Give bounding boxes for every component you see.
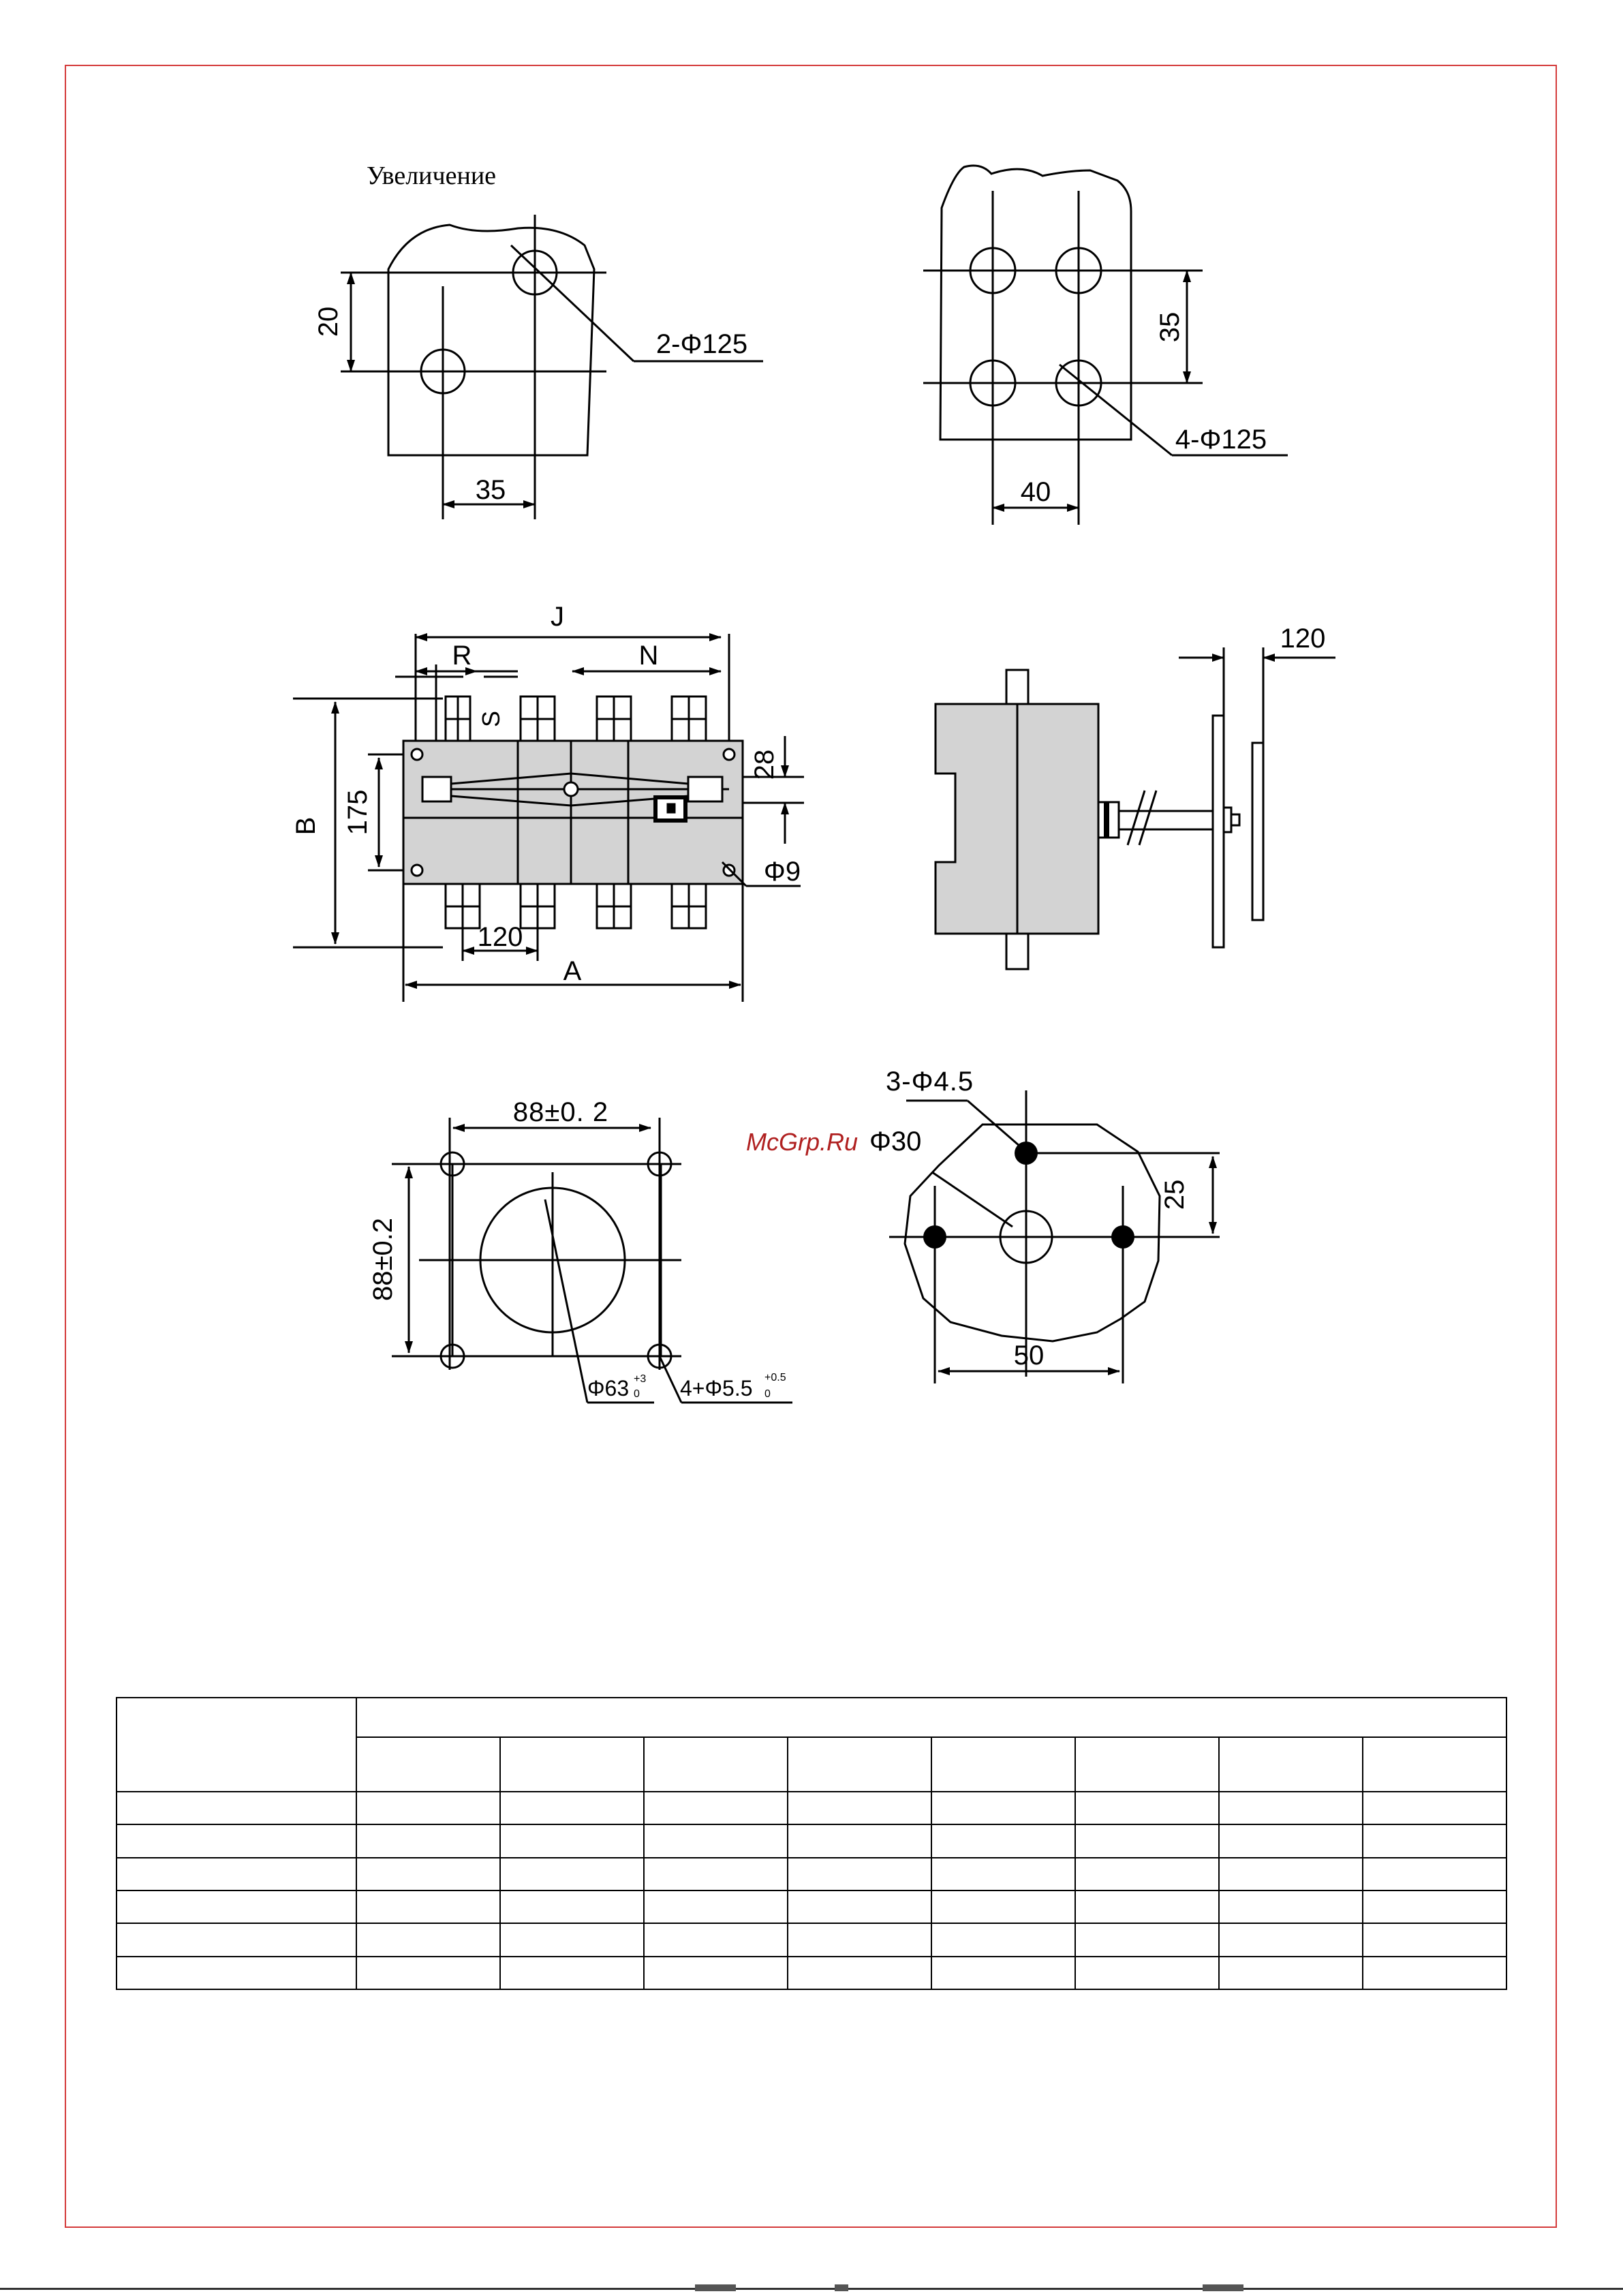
- callout-center-tol-upper: +3: [634, 1373, 647, 1385]
- dim-4hole-horizontal: 40: [1020, 477, 1051, 507]
- dim-N: N: [638, 641, 659, 671]
- panel-cutout: [392, 1118, 792, 1403]
- table-cell: [931, 1737, 1075, 1792]
- dim-28: 28: [749, 749, 779, 780]
- watermark: McGrp.Ru: [746, 1128, 859, 1156]
- table-cell: [356, 1737, 500, 1792]
- dim-A: A: [563, 956, 582, 986]
- callout-2hole: 2-Φ125: [655, 329, 748, 359]
- detail-4hole: [923, 166, 1288, 525]
- table-cell: [1219, 1737, 1363, 1792]
- callout-handle-holes: 3-Φ4.5: [886, 1067, 974, 1097]
- cropped-text-fragment: [681, 2282, 1295, 2291]
- table-cell: [1075, 1737, 1219, 1792]
- dim-J: J: [551, 602, 564, 632]
- callout-center-tol-lower: 0: [634, 1388, 640, 1400]
- table-cell: [788, 1737, 931, 1792]
- handle-mount-screw-holes: [923, 1142, 1134, 1249]
- dim-120-front: 120: [477, 922, 523, 952]
- dim-2hole-horizontal: 35: [475, 475, 506, 505]
- table-row: [117, 1824, 1506, 1857]
- table-cell: [500, 1737, 644, 1792]
- dim-cutout-top: 88±0. 2: [512, 1097, 609, 1127]
- callout-holes-tol-upper: +0.5: [764, 1372, 786, 1383]
- table-cell: [1363, 1737, 1506, 1792]
- table-header-cell: [356, 1698, 1506, 1737]
- callout-center-hole: Φ63: [587, 1376, 630, 1400]
- dim-cutout-left: 88±0.2: [368, 1217, 398, 1302]
- dim-handle-horizontal: 50: [1013, 1341, 1045, 1371]
- table-row: [117, 1858, 1506, 1891]
- dim-handle-vertical: 25: [1160, 1179, 1190, 1210]
- table-row: [117, 1891, 1506, 1923]
- table-row: [117, 1923, 1506, 1956]
- dim-phi9: Φ9: [763, 857, 801, 887]
- table-header-row: [117, 1698, 1506, 1737]
- table-row: [117, 1957, 1506, 1989]
- dim-4hole-vertical: 35: [1155, 311, 1185, 343]
- side-view: [936, 647, 1335, 969]
- dim-R: R: [452, 641, 472, 671]
- enlargement-label: Увеличение: [367, 162, 497, 190]
- dim-S: S: [477, 710, 505, 728]
- callout-holes-tol-lower: 0: [764, 1388, 771, 1400]
- dim-B: B: [291, 816, 321, 836]
- dim-2hole-vertical: 20: [313, 306, 343, 337]
- cropped-next-page-fragment: [681, 2282, 1295, 2291]
- callout-mount-holes: 4+Φ5.5: [680, 1376, 753, 1400]
- callout-4hole: 4-Φ125: [1175, 425, 1267, 455]
- table-header-cell: [117, 1698, 356, 1792]
- specification-table: [116, 1697, 1507, 1990]
- callout-handle-center: Φ30: [869, 1127, 922, 1157]
- table-cell: [644, 1737, 788, 1792]
- dim-120-side: 120: [1280, 624, 1326, 654]
- table-row: [117, 1792, 1506, 1824]
- dim-175: 175: [343, 789, 373, 836]
